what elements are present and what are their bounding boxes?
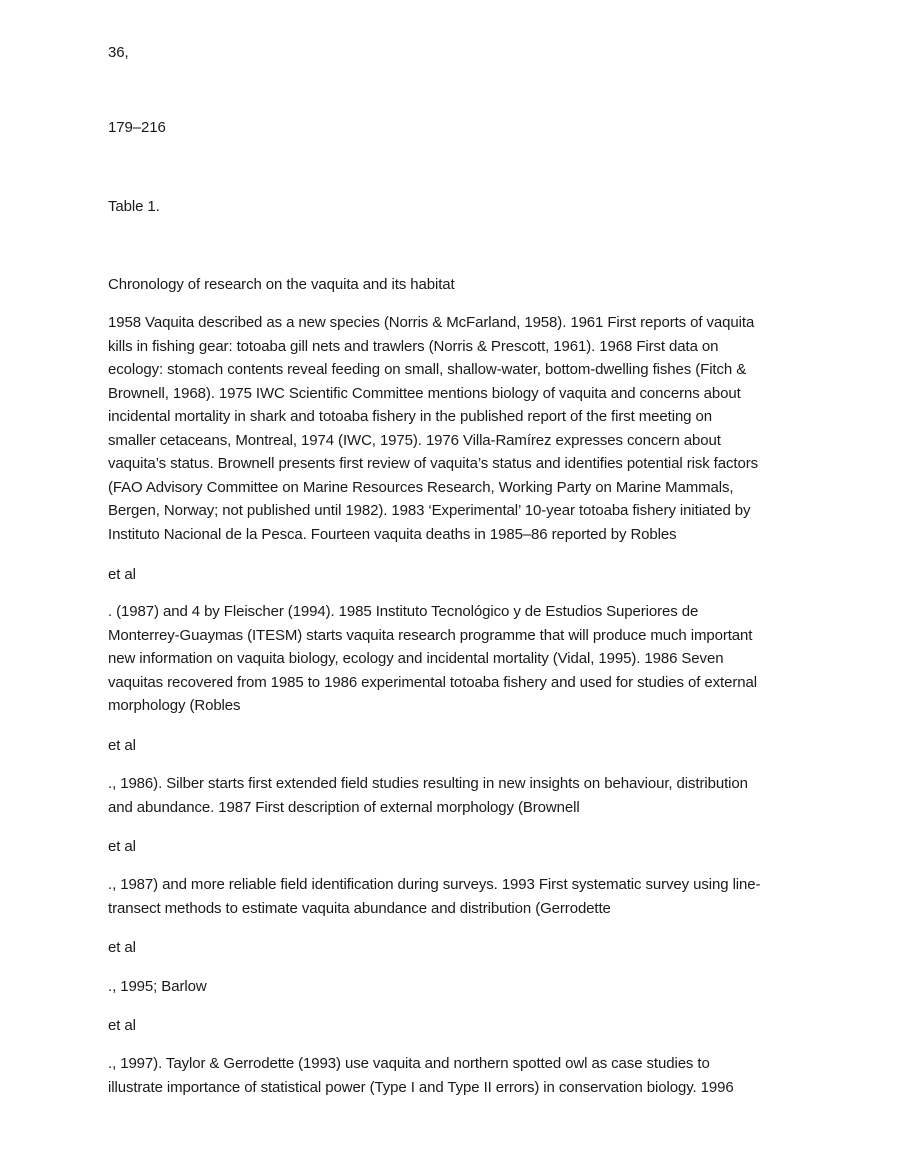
paragraph-chronology-2 xyxy=(108,600,808,718)
text-line: et al xyxy=(108,1017,136,1034)
text-line: et al xyxy=(108,939,136,956)
text-line: et al xyxy=(108,737,136,754)
text-line: and abundance. 1987 First description of external morphology (Brownell xyxy=(108,798,580,816)
text-line: new information on vaquita biology, ecology and incidental mortality (Vidal, 1995). 1986 Seven xyxy=(108,650,724,667)
text-line: illustrate importance of statistical power (Type I and Type II errors) in conservation biology. 1996 xyxy=(108,1078,734,1096)
text-line: smaller cetaceans, Montreal, 1974 (IWC, 1975). 1976 Villa-Ramírez expresses concern about xyxy=(108,431,721,449)
paragraph-et-al xyxy=(108,835,808,859)
paragraph-chronology-5 xyxy=(108,1052,808,1099)
text-line: et al xyxy=(108,566,136,583)
paragraph-et-al xyxy=(108,734,808,758)
text-line: . (1987) and 4 by Fleischer (1994). 1985 Instituto Tecnológico y de Estudios Superiores de xyxy=(108,603,699,620)
text-line: et al xyxy=(108,838,136,855)
journal-volume: 36, xyxy=(108,44,129,61)
text-line: transect methods to estimate vaquita abundance and distribution (Gerrodette xyxy=(108,899,611,917)
text-line: incidental mortality in shark and totoaba fishery in the published report of the first meeting on xyxy=(108,408,712,425)
text-line: Brownell, 1968). 1975 IWC Scientific Committee mentions biology of vaquita and concerns about xyxy=(108,384,741,402)
text-line: ecology: stomach contents reveal feeding on small, shallow-water, bottom-dwelling fishes (Fitch & xyxy=(108,361,747,378)
paragraph-et-al xyxy=(108,1014,808,1038)
text-line: vaquitas recovered from 1985 to 1986 experimental totoaba fishery and used for studies of external xyxy=(108,673,757,691)
text-line: ., 1986). Silber starts first extended field studies resulting in new insights on behaviour, distribution xyxy=(108,775,748,792)
journal-pages: 179–216 xyxy=(108,119,166,136)
paragraph-et-al xyxy=(108,936,808,960)
text-line: morphology (Robles xyxy=(108,697,241,714)
text-line: (FAO Advisory Committee on Marine Resources Research, Working Party on Marine Mammals, xyxy=(108,478,734,496)
paragraph-chronology-4 xyxy=(108,873,808,920)
text-line: ., 1995; Barlow xyxy=(108,978,207,995)
text-line: 1958 Vaquita described as a new species (Norris & McFarland, 1958). 1961 First reports of vaquita xyxy=(108,314,755,331)
paragraph-et-al xyxy=(108,563,808,587)
paragraph-citation-barlow xyxy=(108,975,808,999)
paragraph-chronology-1 xyxy=(108,311,808,546)
text-line: Monterrey-Guaymas (ITESM) starts vaquita research programme that will produce much important xyxy=(108,626,753,644)
text-line: kills in fishing gear: totoaba gill nets and trawlers (Norris & Prescott, 1961). 1968 First data on xyxy=(108,337,719,355)
text-line: Instituto Nacional de la Pesca. Fourteen vaquita deaths in 1985–86 reported by Robles xyxy=(108,525,677,543)
paragraph-chronology-3 xyxy=(108,772,808,819)
text-line: ., 1997). Taylor & Gerrodette (1993) use vaquita and northern spotted owl as case studies to xyxy=(108,1055,710,1072)
text-line: vaquita’s status. Brownell presents first review of vaquita’s status and identifies potential risk factors xyxy=(108,455,759,472)
text-line: ., 1987) and more reliable field identification during surveys. 1993 First systematic survey using line- xyxy=(108,876,761,893)
text-line: Bergen, Norway; not published until 1982). 1983 ‘Experimental’ 10-year totoaba fishery initiated by xyxy=(108,502,751,519)
table-label: Table 1. xyxy=(108,198,160,215)
table-caption: Chronology of research on the vaquita and its habitat xyxy=(108,276,455,293)
